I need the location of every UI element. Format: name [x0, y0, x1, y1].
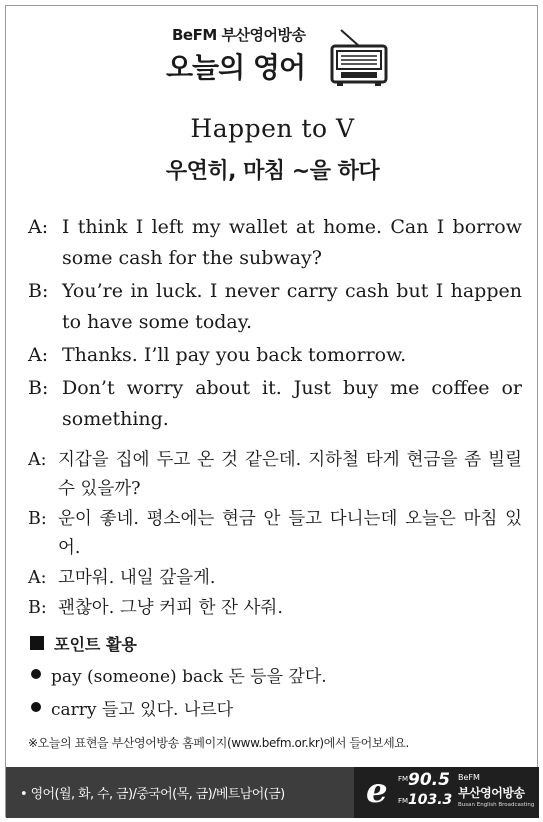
brand-name: BeFM 부산영어방송 — [172, 26, 306, 44]
korean-dialog — [28, 446, 522, 624]
speaker-label: B: — [28, 280, 49, 302]
show-title: 오늘의 영어 — [166, 51, 305, 84]
speaker-label: B: — [28, 377, 49, 399]
point-text: carry 들고 있다. 나르다 — [51, 699, 234, 720]
e-logo-icon: e — [366, 771, 388, 811]
broadcast-schedule: • 영어(월, 화, 수, 금)/중국어(목, 금)/베트남어(금) — [20, 787, 285, 802]
bullet-icon — [31, 702, 41, 712]
point-section — [28, 630, 522, 722]
dialog-text: You’re in luck. I never carry cash but I happen to have some today. — [62, 280, 522, 333]
dialog-line — [28, 373, 522, 435]
point-item — [28, 659, 522, 689]
dialog-text: 운이 좋네. 평소에는 현금 안 들고 다니는데 오늘은 마침 있어. — [58, 509, 522, 558]
dialog-line — [28, 276, 522, 338]
bullet-icon — [31, 669, 41, 679]
expression-meaning: 우연히, 마침 ~을 하다 — [165, 159, 380, 184]
logo-tagline: Busan English Broadcasting — [458, 802, 535, 808]
fm-label: FM — [398, 775, 409, 783]
speaker-label: B: — [28, 509, 47, 529]
dialog-line — [28, 212, 522, 274]
point-text: pay (someone) back 돈 등을 갚다. — [51, 666, 327, 687]
speaker-label: A: — [28, 568, 47, 588]
speaker-label: A: — [28, 344, 49, 366]
speaker-label: A: — [28, 216, 49, 238]
dialog-line — [28, 564, 522, 593]
speaker-label: B: — [28, 598, 47, 618]
dialog-text: I think I left my wallet at home. Can I borrow some cash for the subway? — [62, 216, 522, 269]
square-bullet-icon — [30, 636, 44, 650]
dialog-line — [28, 594, 522, 623]
speaker-label: A: — [28, 450, 47, 470]
station-logo — [354, 767, 539, 818]
footer-bar — [6, 767, 539, 818]
expression-title: Happen to V — [190, 114, 355, 143]
header — [6, 18, 539, 90]
point-heading — [28, 630, 522, 656]
dialog-text: 지갑을 집에 두고 온 것 같은데. 지하철 타게 현금을 좀 빌릴 수 있을까? — [58, 450, 522, 499]
dialog-line — [28, 340, 522, 371]
point-item — [28, 692, 522, 722]
dialog-text: Thanks. I’ll pay you back tomorrow. — [62, 344, 407, 366]
dialog-line — [28, 505, 522, 563]
dialog-line — [28, 446, 522, 504]
logo-brand: BeFM — [458, 773, 480, 782]
dialog-text: 고마워. 내일 갚을게. — [58, 568, 216, 588]
radio-icon — [329, 26, 389, 88]
fm-label: FM — [398, 797, 409, 805]
english-dialog — [28, 212, 522, 437]
lesson-card — [5, 5, 538, 817]
website-note: ※오늘의 표현을 부산영어방송 홈페이지(www.befm.or.kr)에서 들어보세요. — [28, 736, 409, 750]
point-heading-text: 포인트 활용 — [54, 634, 137, 654]
frequency-primary: 90.5 — [408, 770, 450, 790]
dialog-text: 괜찮아. 그냥 커피 한 잔 사줘. — [58, 598, 283, 618]
frequency-secondary: 103.3 — [408, 792, 453, 808]
dialog-text: Don’t worry about it. Just buy me coffee or something. — [62, 377, 522, 430]
logo-name: 부산영어방송 — [458, 786, 525, 800]
